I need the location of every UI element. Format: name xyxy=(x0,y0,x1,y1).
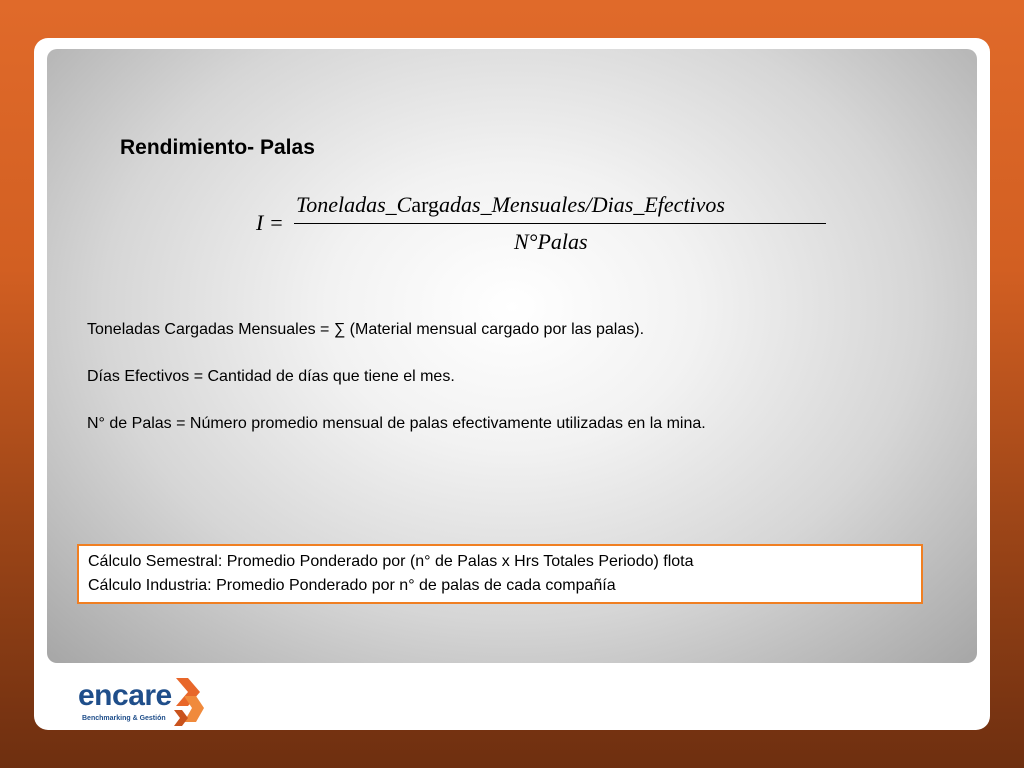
definition-toneladas: Toneladas Cargadas Mensuales = ∑ (Material mensual cargado por las palas). xyxy=(87,321,645,338)
formula-numerator-part2: adas_Mensuales/Dias_Efectivos xyxy=(439,192,725,217)
logo-tagline: Benchmarking & Gestión xyxy=(82,715,166,722)
logo-mark-icon xyxy=(174,676,206,728)
slide-title: Rendimiento- Palas xyxy=(120,136,315,159)
formula-numerator xyxy=(296,192,725,218)
note-semestral: Cálculo Semestral: Promedio Ponderado por (n° de Palas x Hrs Totales Periodo) flota xyxy=(88,553,694,570)
definition-dias-efectivos: Días Efectivos = Cantidad de días que tiene el mes. xyxy=(87,368,455,385)
formula xyxy=(256,192,836,262)
formula-numerator-part1: Toneladas_C xyxy=(296,192,412,217)
fraction-bar xyxy=(294,223,826,224)
encare-logo xyxy=(78,676,208,728)
logo-wordmark: encare xyxy=(78,679,172,712)
definition-n-palas: N° de Palas = Número promedio mensual de palas efectivamente utilizadas en la mina. xyxy=(87,415,706,432)
formula-denominator: N°Palas xyxy=(514,229,588,254)
calculation-note-box xyxy=(77,544,923,604)
note-industria: Cálculo Industria: Promedio Ponderado por n° de palas de cada compañía xyxy=(88,577,616,594)
formula-numerator-upright: arg xyxy=(411,192,440,217)
formula-lhs: I = xyxy=(256,210,284,235)
